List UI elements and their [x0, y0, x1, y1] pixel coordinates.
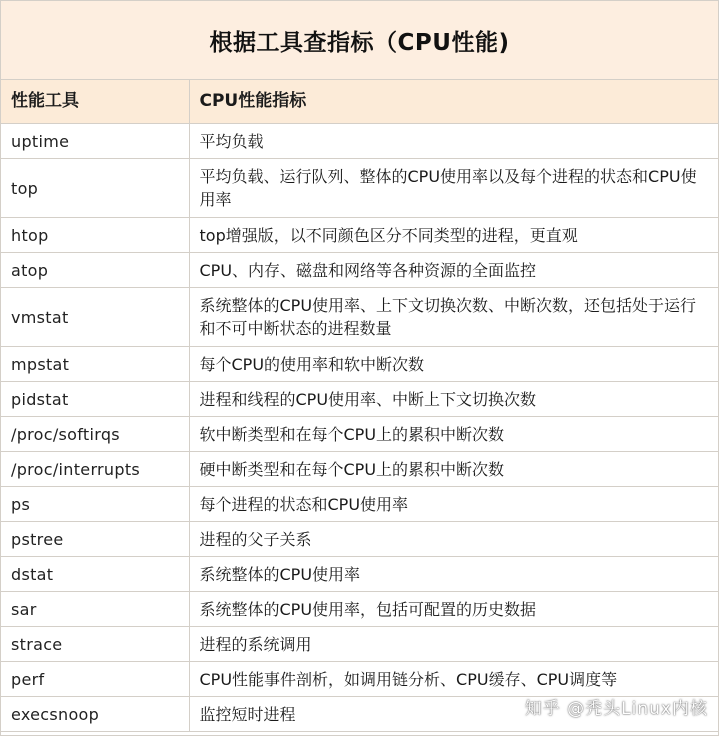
metric-cell: 进程和线程的CPU使用率、中断上下文切换次数 [189, 382, 718, 417]
table-row [1, 627, 718, 662]
metric-cell: 每个进程的状态和CPU使用率 [189, 487, 718, 522]
table-row [1, 522, 718, 557]
metric-cell: 进程的父子关系 [189, 522, 718, 557]
header-tool: 性能工具 [1, 80, 189, 124]
tool-cell: /proc/softirqs [1, 417, 189, 452]
table-row [1, 253, 718, 288]
metric-cell: 硬中断类型和在每个CPU上的累积中断次数 [189, 452, 718, 487]
table-header-row [1, 80, 718, 124]
metric-cell: CPU性能事件剖析，如调用链分析、CPU缓存、CPU调度等 [189, 662, 718, 697]
tool-cell: vmstat [1, 288, 189, 347]
table-row [1, 288, 718, 347]
tool-cell: sar [1, 592, 189, 627]
tool-cell: htop [1, 218, 189, 253]
tool-cell: ps [1, 487, 189, 522]
table-row [1, 159, 718, 218]
header-metric: CPU性能指标 [189, 80, 718, 124]
metric-cell: 系统整体的CPU使用率 [189, 557, 718, 592]
page-title: 根据工具查指标（CPU性能) [209, 29, 510, 56]
metric-cell: 监控短时进程 [189, 697, 718, 732]
tools-table [1, 80, 718, 732]
tool-cell: execsnoop [1, 697, 189, 732]
table-row [1, 662, 718, 697]
metric-cell: top增强版，以不同颜色区分不同类型的进程，更直观 [189, 218, 718, 253]
table-row [1, 347, 718, 382]
tool-cell: atop [1, 253, 189, 288]
metric-cell: 平均负载 [189, 124, 718, 159]
metric-cell: 平均负载、运行队列、整体的CPU使用率以及每个进程的状态和CPU使用率 [189, 159, 718, 218]
metric-cell: 系统整体的CPU使用率，包括可配置的历史数据 [189, 592, 718, 627]
tool-cell: pstree [1, 522, 189, 557]
table-row [1, 557, 718, 592]
table-row [1, 124, 718, 159]
tool-cell: strace [1, 627, 189, 662]
tool-cell: uptime [1, 124, 189, 159]
tool-cell: perf [1, 662, 189, 697]
metric-cell: 每个CPU的使用率和软中断次数 [189, 347, 718, 382]
table-row [1, 417, 718, 452]
tool-cell: mpstat [1, 347, 189, 382]
table-row [1, 382, 718, 417]
table-row [1, 218, 718, 253]
watermark: 知乎 @秃头Linux内核 [524, 699, 708, 719]
table-row [1, 452, 718, 487]
metric-cell: 软中断类型和在每个CPU上的累积中断次数 [189, 417, 718, 452]
metric-cell: 系统整体的CPU使用率、上下文切换次数、中断次数，还包括处于运行和不可中断状态的进程数量 [189, 288, 718, 347]
title-bar [1, 1, 718, 80]
table-row [1, 487, 718, 522]
metric-cell: CPU、内存、磁盘和网络等各种资源的全面监控 [189, 253, 718, 288]
table-row [1, 592, 718, 627]
tool-cell: top [1, 159, 189, 218]
tool-cell: /proc/interrupts [1, 452, 189, 487]
tool-cell: dstat [1, 557, 189, 592]
metric-cell: 进程的系统调用 [189, 627, 718, 662]
tool-cell: pidstat [1, 382, 189, 417]
